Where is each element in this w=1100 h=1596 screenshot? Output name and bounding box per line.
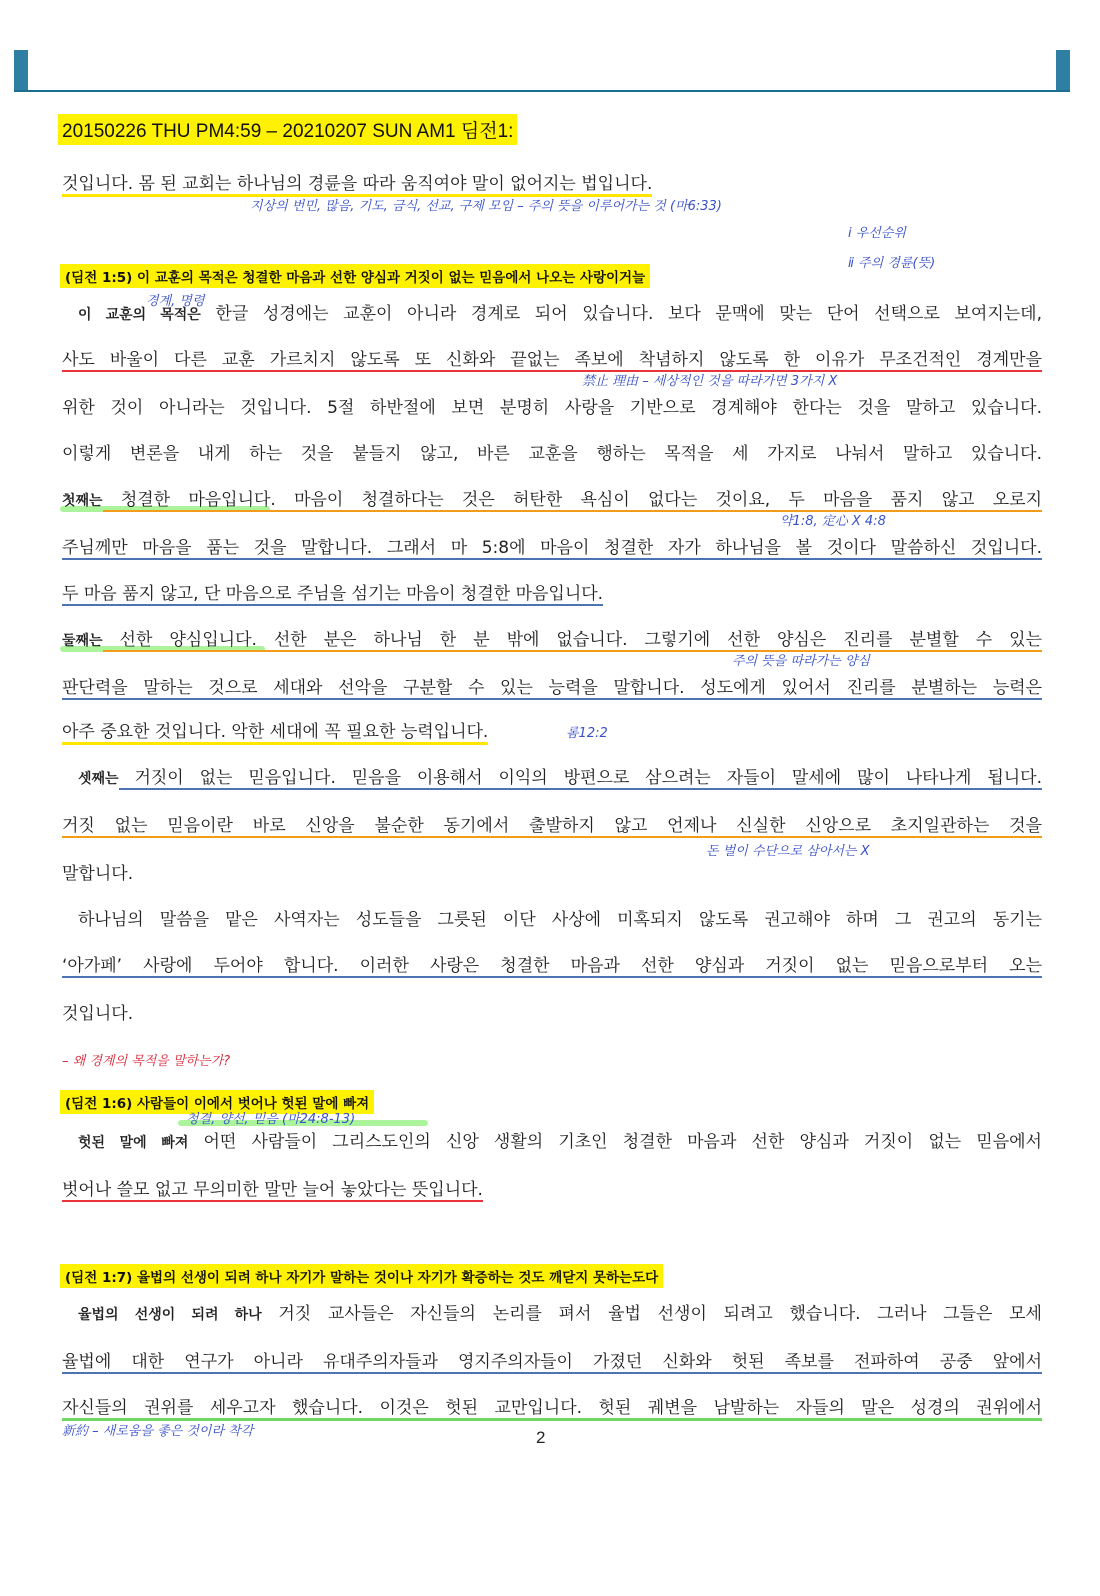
text-line: 이렇게 변론을 내게 하는 것을 붙들지 않고, 바른 교훈을 행하는 목적을 세 가지로 나눠서 말하고 있습니다.: [62, 444, 1042, 464]
handwritten-note: 경계, 명령: [146, 294, 205, 309]
right-binder-tab: [1056, 50, 1070, 92]
header-rule: [14, 90, 1070, 92]
text-line: [62, 1178, 1042, 1202]
bold-lead: 셋째는: [78, 771, 119, 787]
text-line-content: 거짓 없는 믿음이란 바로 신앙을 불순한 동기에서 출발하지 않고 언제나 신실한 신앙으로 초지일관하는 것을: [62, 816, 1042, 836]
text-line-content: 주님께만 마음을 품는 것을 말합니다. 그래서 마 5:8에 마음이 청결한 자가 하나님을 볼 것이다 말씀하신 것입니다.: [62, 538, 1042, 558]
text-line: 말합니다.: [62, 864, 134, 884]
document-header: 20150226 THU PM4:59 – 20210207 SUN AM1 딤전1:: [58, 114, 517, 145]
handwritten-note: ⅱ 주의 경륜(뜻): [848, 256, 936, 271]
bold-lead: 이 교훈의 목적은: [78, 307, 201, 323]
verse-heading: (딤전 1:5) 이 교훈의 목적은 청결한 마음과 선한 양심과 거짓이 없는 믿음에서 나오는 사랑이거늘: [60, 264, 650, 288]
handwritten-note: 돈 벌이 수단으로 삼아서는 X: [706, 844, 870, 859]
handwritten-note: 약1:8, 定心 X 4:8: [780, 514, 886, 529]
text-line-content: 거짓 교사들은 자신들의 논리를 펴서 율법 선생이 되려고 했습니다. 그러나 그들은 모세: [261, 1304, 1042, 1324]
handwritten-note: – 왜 경계의 목적을 말하는가?: [62, 1054, 231, 1069]
handwritten-note: 지상의 번민, 많음, 기도, 금식, 선교, 구제 모임 – 주의 뜻을 이루어가는 것 (마6:33): [250, 199, 722, 214]
text-line: [62, 628, 1042, 653]
text-line: 위한 것이 아니라는 것입니다. 5절 하반절에 보면 분명히 사랑을 기반으로 경계해야 한다는 것을 말하고 있습니다.: [62, 398, 1042, 418]
text-line-content: 거짓이 없는 믿음입니다. 믿음을 이용해서 이익의 방편으로 삼으려는 자들이 말세에 많이 나타나게 됩니다.: [118, 768, 1042, 788]
text-line-content: ‘아가페’ 사랑에 두어야 합니다. 이러한 사랑은 청결한 마음과 선한 양심과 거짓이 없는 믿음으로부터 오는: [62, 956, 1042, 976]
text-line: [62, 172, 1042, 196]
verse-heading: (딤전 1:6) 사람들이 이에서 벗어나 헛된 말에 빠져: [60, 1090, 374, 1114]
text-line: [62, 1302, 1042, 1327]
text-line: [62, 1130, 1042, 1155]
handwritten-note: ⅰ 우선순위: [848, 226, 906, 241]
text-line-content: 한글 성경에는 교훈이 아니라 경계로 되어 있습니다. 보다 문맥에 맞는 단어 선택으로 보여지는데,: [200, 304, 1042, 324]
bold-lead: 첫째는: [62, 493, 103, 509]
text-line-content: 청결한 마음입니다. 마음이 청결하다는 것은 허탄한 욕심이 없다는 것이요, 두 마음을 품지 않고 오로지: [102, 490, 1042, 510]
text-line: [62, 954, 1042, 978]
handwritten-note: 청결, 양선, 믿음 (마24:8-13): [186, 1112, 356, 1127]
text-line-content: 두 마음 품지 않고, 단 마음으로 주님을 섬기는 마음이 청결한 마음입니다.: [62, 584, 604, 604]
handwritten-note: 新約 – 새로움을 좋은 것이라 착각: [62, 1424, 254, 1439]
text-line-content: 벗어나 쓸모 없고 무의미한 말만 늘어 놓았다는 뜻입니다.: [62, 1180, 483, 1200]
text-line: [62, 676, 1042, 700]
text-line: [62, 814, 1042, 838]
left-binder-tab: [14, 50, 28, 92]
text-line-content: 판단력을 말하는 것으로 세대와 선악을 구분할 수 있는 능력을 말합니다. 성도에게 있어서 진리를 분별하는 능력은: [62, 678, 1042, 698]
verse-heading: (딤전 1:7) 율법의 선생이 되려 하나 자기가 말하는 것이나 자기가 확증하는 것도 깨닫지 못하는도다: [60, 1264, 663, 1288]
handwritten-note: 주의 뜻을 따라가는 양심: [732, 654, 870, 669]
bold-lead: 둘째는: [62, 633, 103, 649]
text-line-content: 것입니다. 몸 된 교회는 하나님의 경륜을 따라 움직여야 말이 없어지는 법입니다.: [62, 174, 652, 197]
page-number: 2: [536, 1428, 546, 1447]
text-line-content: 선한 양심입니다. 선한 분은 하나님 한 분 밖에 없습니다. 그렇기에 선한 양심은 진리를 분별할 수 있는: [102, 630, 1042, 650]
text-line: [62, 582, 1042, 606]
text-line-content: 사도 바울이 다른 교훈 가르치지 않도록 또 신화와 끝없는 족보에 착념하지 않도록 한 이유가 무조건적인 경계만을: [62, 350, 1042, 370]
text-line-content: 자신들의 권위를 세우고자 했습니다. 이것은 헛된 교만입니다. 헛된 궤변을 남발하는 자들의 말은 성경의 권위에서: [62, 1398, 1042, 1421]
text-line: [62, 488, 1042, 513]
bold-lead: 헛된 말에 빠져: [78, 1135, 189, 1151]
text-line-content: 어떤 사람들이 그리스도인의 신앙 생활의 기초인 청결한 마음과 선한 양심과 거짓이 없는 믿음에서: [188, 1132, 1042, 1152]
text-line: [62, 348, 1042, 372]
text-line: [62, 1350, 1042, 1374]
text-line-content: 율법에 대한 연구가 아니라 유대주의자들과 영지주의자들이 가졌던 신화와 헛된 족보를 전파하여 공중 앞에서: [62, 1352, 1042, 1372]
text-line: 하나님의 말씀을 맡은 사역자는 성도들을 그릇된 이단 사상에 미혹되지 않도록 권고해야 하며 그 권고의 동기는: [78, 910, 1042, 930]
text-line: [62, 536, 1042, 560]
bold-lead: 율법의 선생이 되려 하나: [78, 1307, 262, 1323]
text-line-content: 아주 중요한 것입니다. 악한 세대에 꼭 필요한 능력입니다.: [62, 722, 488, 745]
handwritten-note: 禁止 理由 – 세상적인 것을 따라가면 3가지 X: [582, 374, 838, 389]
text-line: 것입니다.: [62, 1004, 134, 1024]
text-line: [62, 766, 1042, 791]
handwritten-note: 롬12:2: [566, 726, 608, 741]
text-line: [62, 1396, 1042, 1420]
text-line: [62, 302, 1042, 327]
text-line: [62, 720, 1042, 744]
